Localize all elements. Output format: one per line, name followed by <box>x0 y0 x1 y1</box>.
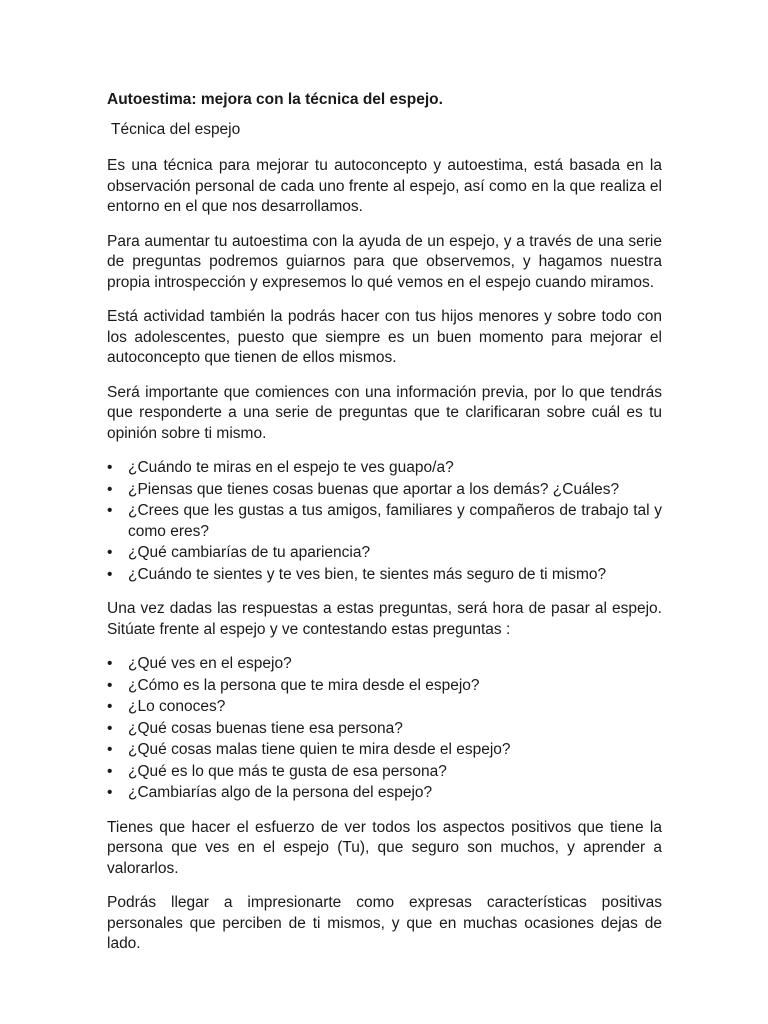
list-item-text: ¿Qué cosas buenas tiene esa persona? <box>128 719 403 737</box>
document-body <box>107 90 662 969</box>
list-item-text: ¿Cuándo te sientes y te ves bien, te sientes más seguro de ti mismo? <box>128 565 607 583</box>
paragraph: Tienes que hacer el esfuerzo de ver todos los aspectos positivos que tiene la persona que ves en el espejo (Tu), que seguro son muchos, y aprender a valorarlos. <box>107 818 662 877</box>
list-item-text: ¿Cómo es la persona que te mira desde el espejo? <box>128 676 480 694</box>
bullet-icon: • <box>107 719 113 737</box>
bullet-icon: • <box>107 741 113 758</box>
list-item <box>107 719 662 740</box>
list-item <box>107 458 662 479</box>
bullet-icon: • <box>107 762 113 780</box>
paragraph: Una vez dadas las respuestas a estas preguntas, será hora de pasar al espejo. Sitúate frente al espejo y ve contestando estas preguntas : <box>107 600 662 638</box>
list-item-text: ¿Crees que les gustas a tus amigos, familiares y compañeros de trabajo tal y como eres? <box>128 502 662 540</box>
list-item-text: ¿Qué cambiarías de tu apariencia? <box>128 544 371 561</box>
list-item <box>107 676 662 697</box>
paragraph: Para aumentar tu autoestima con la ayuda de un espejo, y a través de una serie de preguntas podremos guiarnos para que observemos, y hagamos nuestra propia introspección y expresemos lo qué vemos en el espejo cuando miramos. <box>107 232 662 291</box>
list-item <box>107 480 662 501</box>
bullet-icon: • <box>107 502 113 519</box>
section-subtitle: Técnica del espejo <box>111 121 241 138</box>
list-item <box>107 543 662 564</box>
list-item <box>107 783 662 804</box>
list-item <box>107 501 662 542</box>
list-item-text: ¿Cuándo te miras en el espejo te ves guapo/a? <box>128 459 454 476</box>
paragraph: Podrás llegar a impresionarte como expresas características positivas personales que perciben de ti mismos, y que en muchas ocasiones dejas de lado. <box>107 894 662 952</box>
paragraph: Será importante que comiences con una información previa, por lo que tendrás que responderte a una serie de preguntas que te clarificaran sobre cuál es tu opinión sobre ti mismo. <box>107 383 662 442</box>
paragraph: Es una técnica para mejorar tu autoconcepto y autoestima, está basada en la observación personal de cada uno frente al espejo, así como en la que realiza el entorno en el que nos desarrollamos. <box>107 157 662 215</box>
bullet-icon: • <box>107 784 113 801</box>
list-item-text: ¿Qué cosas malas tiene quien te mira desde el espejo? <box>128 741 511 758</box>
bullet-icon: • <box>107 655 113 672</box>
bullet-icon: • <box>107 698 113 715</box>
list-item-text: ¿Cambiarías algo de la persona del espejo? <box>128 784 433 801</box>
list-item <box>107 654 662 675</box>
list-item-text: ¿Qué es lo que más te gusta de esa persona? <box>128 762 447 780</box>
bullet-icon: • <box>107 544 113 561</box>
bullet-icon: • <box>107 459 113 476</box>
question-list-pre-mirror <box>107 458 662 585</box>
bullet-icon: • <box>107 676 113 694</box>
list-item <box>107 740 662 761</box>
list-item-text: ¿Qué ves en el espejo? <box>128 655 292 672</box>
question-list-mirror <box>107 654 662 804</box>
list-item <box>107 697 662 718</box>
list-item-text: ¿Piensas que tienes cosas buenas que aportar a los demás? ¿Cuáles? <box>128 480 620 498</box>
list-item-text: ¿Lo conoces? <box>128 698 226 715</box>
list-item <box>107 565 662 586</box>
list-item <box>107 762 662 783</box>
bullet-icon: • <box>107 565 113 583</box>
bullet-icon: • <box>107 480 113 498</box>
document-title: Autoestima: mejora con la técnica del espejo. <box>107 91 443 108</box>
paragraph: Está actividad también la podrás hacer con tus hijos menores y sobre todo con los adolescentes, puesto que siempre es un buen momento para mejorar el autoconcepto que tienen de ellos mismos. <box>107 308 662 366</box>
